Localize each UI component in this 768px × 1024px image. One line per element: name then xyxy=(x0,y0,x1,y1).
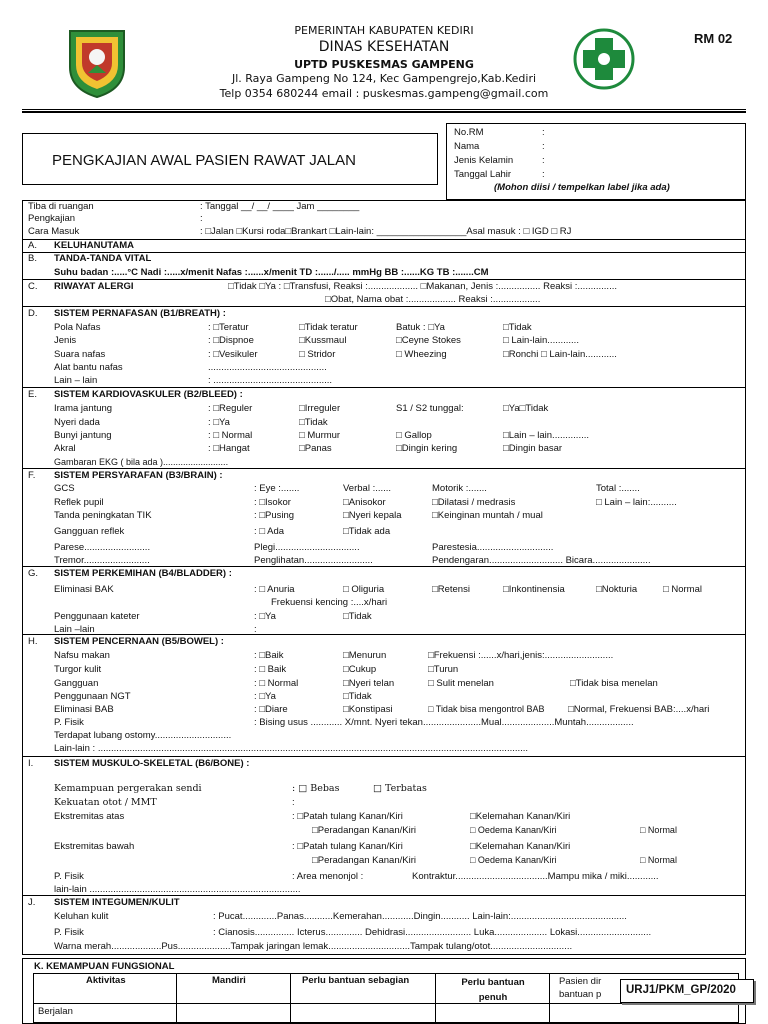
e-row-opt[interactable]: □Dingin basar xyxy=(503,443,563,454)
section-f-code: F. xyxy=(28,470,36,481)
d-row-label: Pola Nafas xyxy=(54,322,101,333)
e-row-opt[interactable]: : □Ya xyxy=(208,417,230,428)
f-tik-opt[interactable]: □Nyeri kepala xyxy=(343,510,402,521)
puskesmas-logo xyxy=(573,28,635,90)
label-field-tgl: Tanggal Lahir xyxy=(454,169,512,180)
f-reflek-opt[interactable]: □Tidak ada xyxy=(343,526,391,537)
g-bak-opt[interactable]: □Inkontinensia xyxy=(503,584,565,595)
h-row-opt[interactable]: □Tidak bisa menelan xyxy=(570,678,658,689)
e-row-opt[interactable]: : □Reguler xyxy=(208,403,253,414)
h-ostomy[interactable]: Terdapat lubang ostomy............................. xyxy=(54,730,232,741)
j-fisik-field[interactable]: : Cianosis............... Icterus.............. Dehidrasi......................... Luka.................... Lokasi............................ xyxy=(213,927,652,938)
i-kemampuan-label: Kemampuan pergerakan sendi xyxy=(54,783,202,794)
e-row-opt[interactable]: □Tidak xyxy=(299,417,328,428)
label-colon: : xyxy=(542,155,545,166)
i-fisik-area[interactable]: : Area menonjol : xyxy=(292,871,364,882)
table-header-penuh: Perlu bantuan penuh xyxy=(461,977,525,1003)
ekg-field[interactable]: Gambaran EKG ( bila ada ).......................... xyxy=(54,457,229,467)
i-bawah-opt[interactable]: □Peradangan Kanan/Kiri xyxy=(312,855,416,866)
section-d-code: D. xyxy=(28,308,38,319)
section-i-code: I. xyxy=(28,758,34,769)
i-kemampuan-opt[interactable]: : □ Bebas xyxy=(292,783,340,794)
table-row-cell[interactable] xyxy=(290,1003,436,1023)
f-tremor[interactable]: Tremor......................... xyxy=(54,555,150,566)
section-d-title: SISTEM PERNAFASAN (B1/BREATH) : xyxy=(54,308,226,319)
label-colon: : xyxy=(542,169,545,180)
j-keluhan-field[interactable]: : Pucat.............Panas...........Kemerahan............Dingin........... Lain-lain:............................................ xyxy=(213,911,627,922)
f-penglihatan[interactable]: Penglihatan.......................... xyxy=(254,555,373,566)
table-row-cell[interactable] xyxy=(176,1003,291,1023)
section-i-title: SISTEM MUSKULO-SKELETAL (B6/BONE) : xyxy=(54,758,250,769)
f-gcs-verbal[interactable]: Verbal :...... xyxy=(343,483,392,494)
e-row-opt[interactable]: □Dingin kering xyxy=(396,443,458,454)
section-b-title: TANDA-TANDA VITAL xyxy=(54,253,152,264)
f-tik-opt[interactable]: □Keinginan muntah / mual xyxy=(432,510,543,521)
g-bak-opt[interactable]: □Nokturia xyxy=(596,584,638,595)
h-row-opt[interactable]: □Menurun xyxy=(343,650,387,661)
d-row-opt[interactable]: □Ronchi □ Lain-lain............ xyxy=(503,349,617,360)
e-row-label: Bunyi jantung xyxy=(54,430,112,441)
vital-signs-line[interactable]: Suhu badan :.....°C Nadi :.....x/menit Nafas :......x/menit TD :....../..... mmHg BB :......KG TB :.......CM xyxy=(54,267,489,278)
table-header-pasien: Pasien dir bantuan p xyxy=(559,976,602,1000)
f-reflek-opt[interactable]: : □ Ada xyxy=(254,526,285,537)
i-kekuatan-label: Kekuatan otot / MMT xyxy=(54,797,157,808)
g-kateter-opt[interactable]: □Tidak xyxy=(343,611,372,622)
g-bak-opt[interactable]: □ Oliguria xyxy=(343,584,385,595)
d-row-opt[interactable]: □Ceyne Stokes xyxy=(396,335,461,346)
d-row-opt[interactable]: □Tidak teratur xyxy=(299,322,358,333)
h-row-opt[interactable]: : □Baik xyxy=(254,650,284,661)
arrival-entry-options[interactable]: : □Jalan □Kursi roda□Brankart □Lain-lain: _________________Asal masuk : □ IGD □ RJ xyxy=(200,226,572,237)
section-h-title: SISTEM PENCERNAAN (B5/BOWEL) : xyxy=(54,636,224,647)
arrival-label-tiba: Tiba di ruangan xyxy=(28,201,94,212)
arrival-label-pengkajian: Pengkajian xyxy=(28,213,76,224)
e-row-opt[interactable]: □ Gallop xyxy=(396,430,432,441)
label-colon: : xyxy=(542,141,545,152)
d-row-opt[interactable]: : □Teratur xyxy=(208,322,249,333)
d-row-opt[interactable]: : □Dispnoe xyxy=(208,335,254,346)
g-lain-colon: : xyxy=(254,624,257,635)
i-lain[interactable]: lain-lain ................................................................................ xyxy=(54,884,301,895)
g-bak-opt[interactable]: □ Normal xyxy=(663,584,702,595)
h-row-opt[interactable]: : □Ya xyxy=(254,691,276,702)
h-row-opt[interactable]: □Frekuensi :......x/hari,jenis:.......................... xyxy=(428,650,614,661)
h-row-opt[interactable]: □ Tidak bisa mengontrol BAB xyxy=(428,704,545,714)
g-kateter-opt[interactable]: : □Ya xyxy=(254,611,276,622)
label-field-rm: No.RM xyxy=(454,127,484,138)
e-row-opt[interactable]: □Ya□Tidak xyxy=(503,403,549,414)
i-fisik-label: P. Fisik xyxy=(54,871,84,882)
i-bawah-opt[interactable]: □ Normal xyxy=(640,855,677,865)
section-a-code: A. xyxy=(28,240,37,251)
d-row-opt[interactable]: □ Lain-lain............ xyxy=(503,335,579,346)
i-bawah-opt[interactable]: □ Oedema Kanan/Kiri xyxy=(470,855,557,865)
table-header-aktivitas: Aktivitas xyxy=(86,975,126,986)
table-header-sebagian: Perlu bantuan sebagian xyxy=(302,975,410,986)
allergy-options-2[interactable]: □Obat, Nama obat :.................. Reaksi :.................. xyxy=(325,294,541,305)
h-row-label: Turgor kulit xyxy=(54,664,102,675)
section-c-title: RIWAYAT ALERGI xyxy=(54,281,134,292)
footer-code: URJ1/PKM_GP/2020 xyxy=(626,984,736,996)
h-row-label: Penggunaan NGT xyxy=(54,691,131,702)
section-j-title: SISTEM INTEGUMEN/KULIT xyxy=(54,897,180,908)
f-gcs-total[interactable]: Total :....... xyxy=(596,483,640,494)
h-row-opt[interactable]: □Normal, Frekuensi BAB:....x/hari xyxy=(568,704,710,715)
g-bak-opt[interactable]: □Retensi xyxy=(432,584,470,595)
i-atas-opt[interactable]: : □Patah tulang Kanan/Kiri xyxy=(292,811,403,822)
e-row-opt[interactable]: □Panas xyxy=(299,443,332,454)
label-note: (Mohon diisi / tempelkan label jika ada) xyxy=(494,182,670,193)
e-row-opt[interactable]: S1 / S2 tunggal: xyxy=(396,403,464,414)
d-row-label: Lain – lain xyxy=(54,375,98,386)
h-row-opt[interactable]: □Konstipasi xyxy=(343,704,393,715)
d-row-label: Jenis xyxy=(54,335,77,346)
section-e-code: E. xyxy=(28,389,37,400)
e-row-opt[interactable]: : □Hangat xyxy=(208,443,250,454)
table-header-mandiri: Mandiri xyxy=(212,975,246,986)
f-pupil-label: Reflek pupil xyxy=(54,497,104,508)
e-row-opt[interactable]: : □ Normal xyxy=(208,430,253,441)
h-fisik-label: P. Fisik xyxy=(54,717,84,728)
g-frekuensi[interactable]: Frekuensi kencing :....x/hari xyxy=(271,597,388,608)
h-row-opt[interactable]: □Nyeri telan xyxy=(343,678,395,689)
g-bak-label: Eliminasi BAK xyxy=(54,584,114,595)
table-row-berjalan: Berjalan xyxy=(38,1006,73,1017)
j-keluhan-label: Keluhan kulit xyxy=(54,911,109,922)
i-atas-opt[interactable]: □Peradangan Kanan/Kiri xyxy=(312,825,416,836)
section-j-code: J. xyxy=(28,897,36,908)
i-atas-opt[interactable]: □Kelemahan Kanan/Kiri xyxy=(470,811,571,822)
header-address: Jl. Raya Gampeng No 124, Kec Gampengrejo,Kab.Kediri xyxy=(231,72,537,85)
d-row-opt[interactable]: □Kussmaul xyxy=(299,335,347,346)
section-c-code: C. xyxy=(28,281,38,292)
label-field-jk: Jenis Kelamin xyxy=(454,155,514,166)
e-row-label: Irama jantung xyxy=(54,403,113,414)
f-pupil-opt[interactable]: □Dilatasi / medrasis xyxy=(432,497,516,508)
g-lain-label: Lain –lain xyxy=(54,624,95,635)
e-row-label: Akral xyxy=(54,443,76,454)
f-plegi[interactable]: Plegi................................ xyxy=(254,542,360,553)
f-pupil-opt[interactable]: □Anisokor xyxy=(343,497,386,508)
h-row-opt[interactable]: : □ Normal xyxy=(254,678,299,689)
arrival-date-field[interactable]: : Tanggal __/ __/ ____ Jam ________ xyxy=(200,201,360,212)
h-row-opt[interactable]: □ Sulit menelan xyxy=(428,678,494,689)
table-row-cell[interactable] xyxy=(549,1003,739,1023)
d-row-opt[interactable]: □ Stridor xyxy=(299,349,336,360)
h-row-opt[interactable]: □Tidak xyxy=(343,691,372,702)
h-row-opt[interactable]: □Cukup xyxy=(343,664,377,675)
e-row-opt[interactable]: □Lain – lain.............. xyxy=(503,430,590,441)
f-gcs-motorik[interactable]: Motorik :....... xyxy=(432,483,487,494)
d-row-opt[interactable]: : □Vesikuler xyxy=(208,349,258,360)
h-row-label: Eliminasi BAB xyxy=(54,704,114,715)
label-colon: : xyxy=(542,127,545,138)
h-lain[interactable]: Lain-lain : ................................................................................................................................................................... xyxy=(54,743,529,754)
f-pupil-opt[interactable]: □ Lain – lain:.......... xyxy=(596,497,677,508)
allergy-options-1[interactable]: □Tidak □Ya : □Transfusi, Reaksi :................... □Makanan, Jenis :................ Reaksi :............... xyxy=(228,281,617,292)
h-row-opt[interactable]: : □Diare xyxy=(254,704,288,715)
section-f-title: SISTEM PERSYARAFAN (B3/BRAIN) : xyxy=(54,470,223,481)
f-pendengaran[interactable]: Pendengaran............................ Bicara...................... xyxy=(432,555,651,566)
f-parestesia[interactable]: Parestesia............................. xyxy=(432,542,554,553)
header-unit: UPTD PUSKESMAS GAMPENG xyxy=(294,58,474,71)
h-row-opt[interactable]: □Turun xyxy=(428,664,459,675)
rm-code: RM 02 xyxy=(694,31,733,46)
section-k-title: K. KEMAMPUAN FUNGSIONAL xyxy=(34,961,175,972)
form-title: PENGKAJIAN AWAL PASIEN RAWAT JALAN xyxy=(52,152,356,169)
section-b-code: B. xyxy=(28,253,37,264)
i-kekuatan-colon: : xyxy=(292,797,295,808)
i-atas-opt[interactable]: □ Normal xyxy=(640,825,677,835)
d-row-opt[interactable]: : ............................................. xyxy=(208,375,333,386)
f-parese[interactable]: Parese......................... xyxy=(54,542,151,553)
j-warna[interactable]: Warna merah...................Pus....................Tampak jaringan lemak...............................Tampak tulang/otot............................... xyxy=(54,941,573,952)
header-contact: Telp 0354 680244 email : puskesmas.gampeng@gmail.com xyxy=(219,87,549,100)
j-fisik-label: P. Fisik xyxy=(54,927,84,938)
i-atas-label: Ekstremitas atas xyxy=(54,811,125,822)
f-tik-opt[interactable]: : □Pusing xyxy=(254,510,295,521)
e-row-label: Nyeri dada xyxy=(54,417,100,428)
section-g-code: G. xyxy=(28,568,39,579)
section-a-title: KELUHANUTAMA xyxy=(54,240,135,251)
f-gcs-eye[interactable]: : Eye :....... xyxy=(254,483,300,494)
section-h-code: H. xyxy=(28,636,38,647)
d-row-opt[interactable]: □ Wheezing xyxy=(396,349,447,360)
section-g-title: SISTEM PERKEMIHAN (B4/BLADDER) : xyxy=(54,568,232,579)
g-kateter-label: Penggunaan kateter xyxy=(54,611,140,622)
i-atas-opt[interactable]: □ Oedema Kanan/Kiri xyxy=(470,825,557,835)
section-e-title: SISTEM KARDIOVASKULER (B2/BLEED) : xyxy=(54,389,243,400)
e-row-opt[interactable]: □ Murmur xyxy=(299,430,341,441)
arrival-colon: : xyxy=(200,213,203,224)
label-field-nama: Nama xyxy=(454,141,480,152)
d-row-label: Suara nafas xyxy=(54,349,106,360)
f-gcs-label: GCS xyxy=(54,483,75,494)
h-fisik-field[interactable]: : Bising usus ............ X/mnt. Nyeri tekan......................Mual....................Muntah.................. xyxy=(254,717,634,728)
h-row-label: Nafsu makan xyxy=(54,650,110,661)
header-dept: DINAS KESEHATAN xyxy=(318,39,450,55)
h-row-label: Gangguan xyxy=(54,678,99,689)
f-tik-label: Tanda peningkatan TIK xyxy=(54,510,152,521)
i-kemampuan-opt[interactable]: □ Terbatas xyxy=(373,783,427,794)
d-row-opt[interactable]: Batuk : □Ya xyxy=(396,322,445,333)
header-gov: PEMERINTAH KABUPATEN KEDIRI xyxy=(294,24,474,37)
f-pupil-opt[interactable]: : □Isokor xyxy=(254,497,291,508)
i-bawah-opt[interactable]: : □Patah tulang Kanan/Kiri xyxy=(292,841,403,852)
arrival-label-cara: Cara Masuk xyxy=(28,226,80,237)
e-row-opt[interactable]: □Irreguler xyxy=(299,403,341,414)
i-bawah-opt[interactable]: □Kelemahan Kanan/Kiri xyxy=(470,841,571,852)
d-row-opt[interactable]: ............................................. xyxy=(208,362,327,373)
g-bak-opt[interactable]: : □ Anuria xyxy=(254,584,295,595)
f-reflek-label: Gangguan reflek xyxy=(54,526,125,537)
d-row-label: Alat bantu nafas xyxy=(54,362,123,373)
h-row-opt[interactable]: : □ Baik xyxy=(254,664,287,675)
table-row-cell[interactable] xyxy=(435,1003,550,1023)
d-row-opt[interactable]: □Tidak xyxy=(503,322,532,333)
i-bawah-label: Ekstremitas bawah xyxy=(54,841,135,852)
i-fisik-kontraktur[interactable]: Kontraktur...................................Mampu mika / miki............ xyxy=(412,871,659,882)
